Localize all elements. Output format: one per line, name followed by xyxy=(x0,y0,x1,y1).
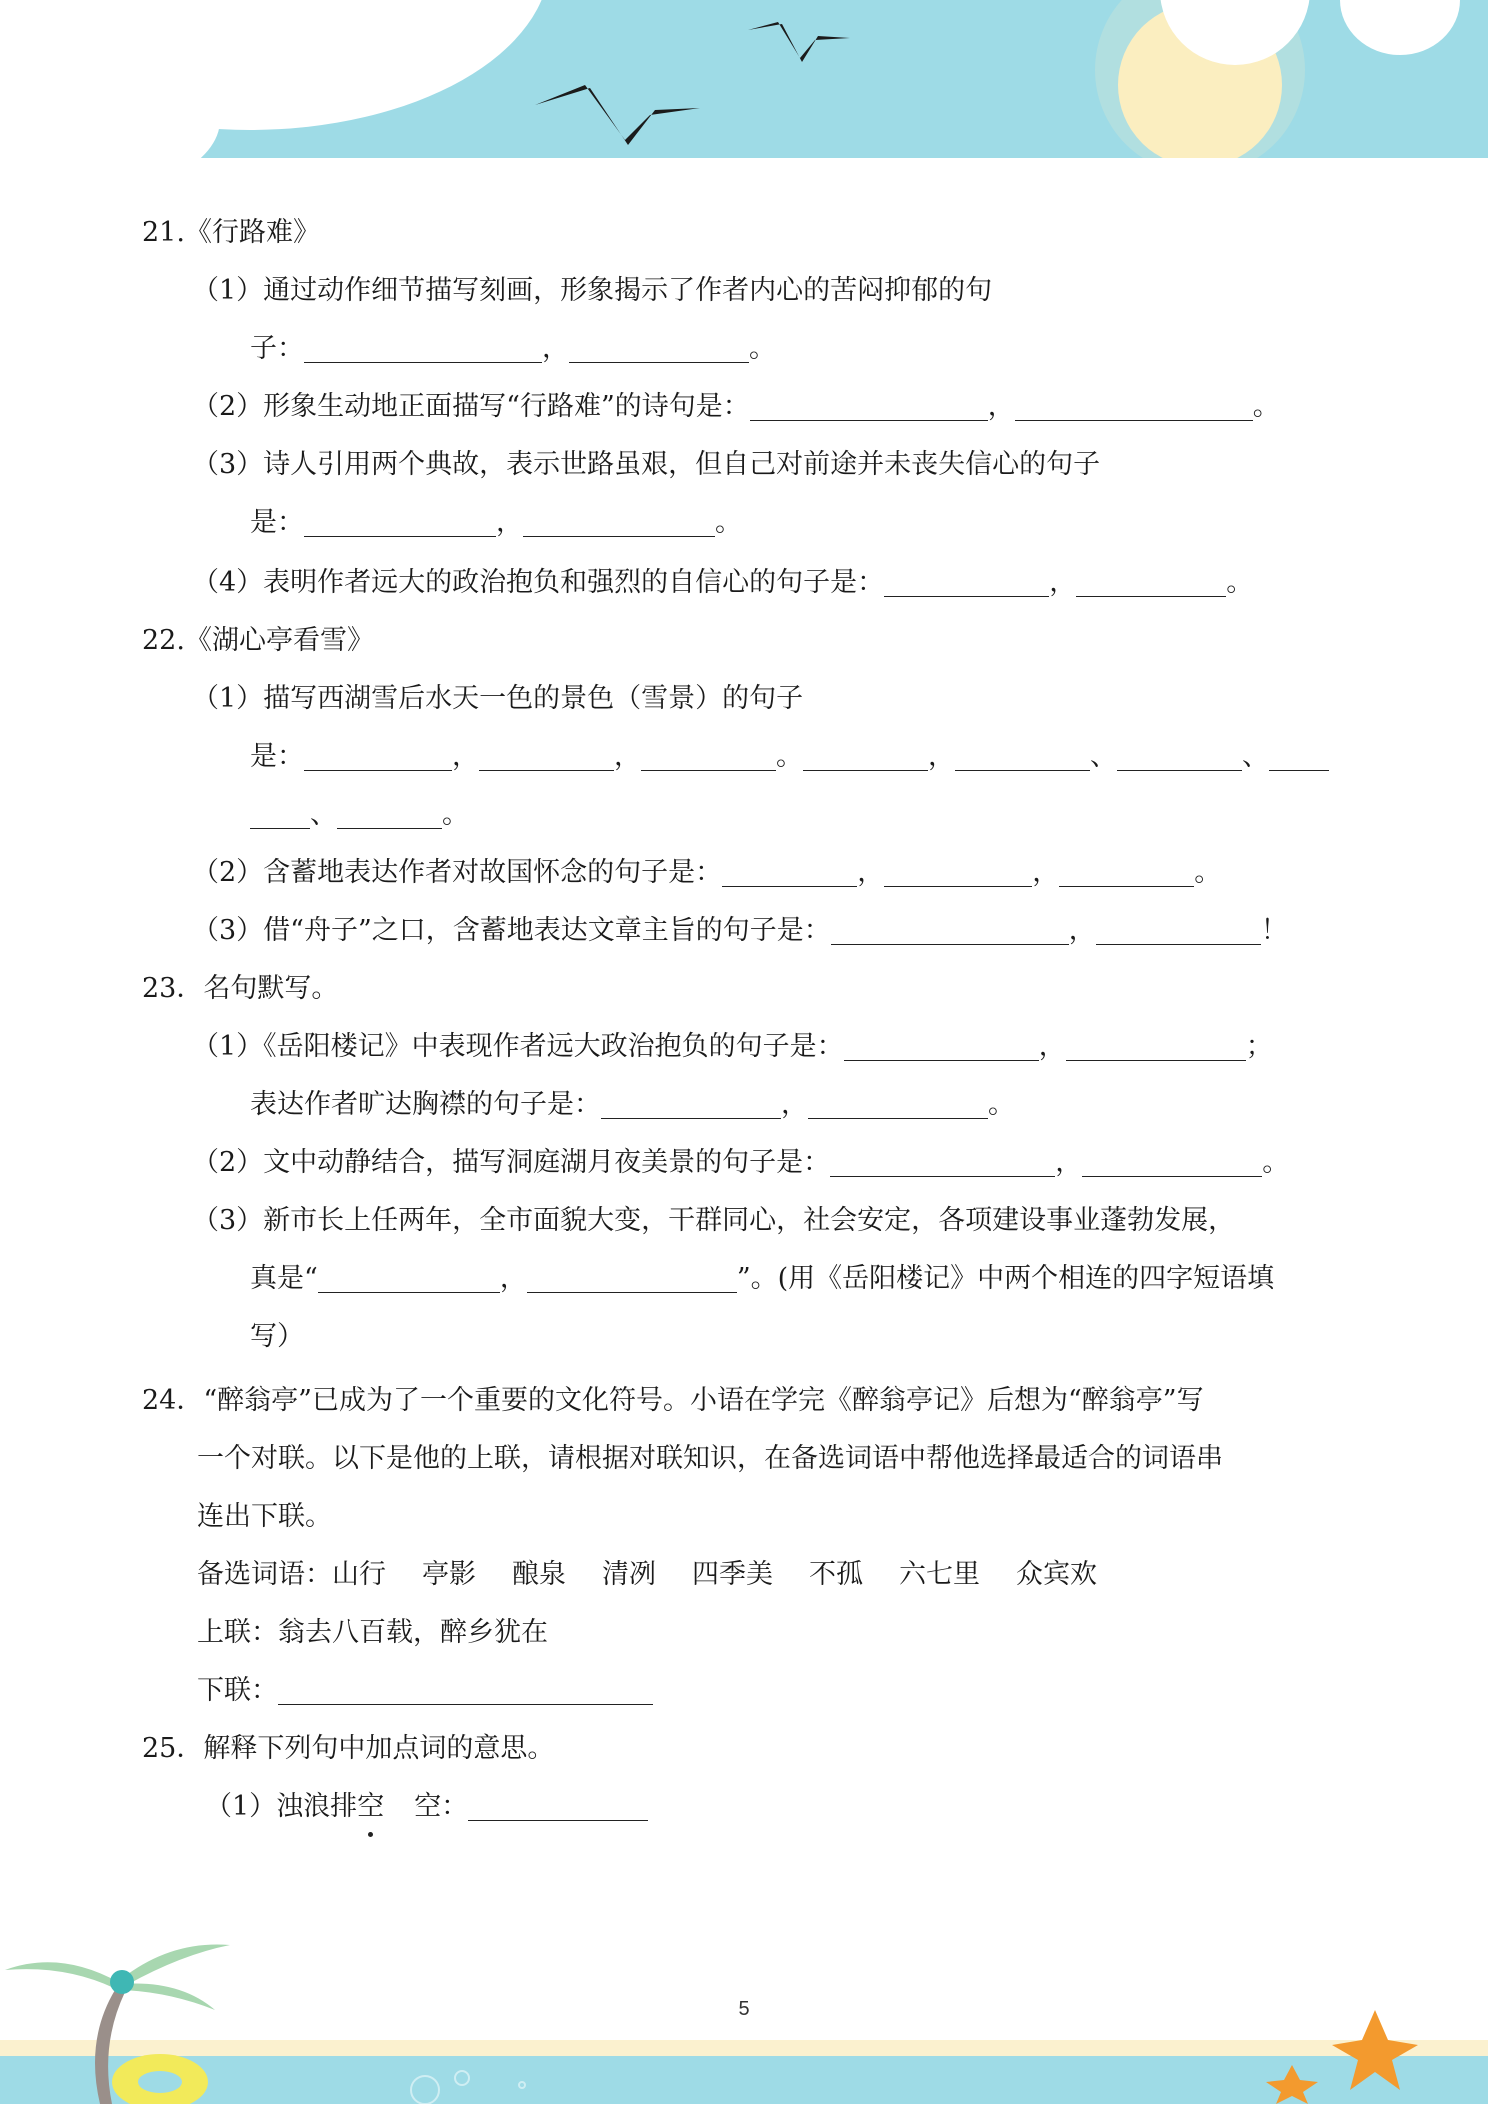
question-24-text-3: 连出下联。 xyxy=(197,1501,332,1532)
answer-blank[interactable] xyxy=(1269,740,1329,771)
answer-blank[interactable] xyxy=(1066,1030,1246,1061)
answer-blank[interactable] xyxy=(1082,1146,1262,1177)
question-23-1: （1）《岳阳楼记》中表现作者远大政治抱负的句子是： ， ； xyxy=(192,1031,1273,1062)
question-21-3-answer: 是： ， 。 xyxy=(250,507,742,538)
question-21-3-prompt: （3）诗人引用两个典故，表示世路虽艰，但自己对前途并未丧失信心的句子 xyxy=(192,449,1101,480)
answer-blank[interactable] xyxy=(304,506,496,537)
dotted-word: 空 xyxy=(357,1787,384,1827)
answer-blank[interactable] xyxy=(337,798,442,829)
answer-blank[interactable] xyxy=(884,856,1032,887)
answer-blank[interactable] xyxy=(955,740,1090,771)
question-24-options: 备选词语：山行 亭影 酿泉 清冽 四季美 不孤 六七里 众宾欢 xyxy=(197,1559,1097,1590)
question-24-text-1: 24．“醉翁亭”已成为了一个重要的文化符号。小语在学完《醉翁亭记》后想为“醉翁亭”写 xyxy=(142,1385,1204,1416)
option-word: 六七里 xyxy=(899,1559,980,1590)
question-23-3-tail: 写） xyxy=(250,1321,304,1352)
question-22-1-answer: 是： ， ， 。 ， 、 、 xyxy=(250,737,1329,777)
question-21-1-answer: 子： ， 。 xyxy=(250,333,776,364)
question-23-1-cont: 表达作者旷达胸襟的句子是： ， 。 xyxy=(250,1089,1015,1120)
question-21-4: （4）表明作者远大的政治抱负和强烈的自信心的句子是： ， 。 xyxy=(192,567,1254,598)
question-23-3: （3）新市长上任两年，全市面貌大变，干群同心，社会安定，各项建设事业蓬勃发展， xyxy=(192,1205,1236,1236)
answer-blank[interactable] xyxy=(250,798,310,829)
answer-blank[interactable] xyxy=(1059,856,1194,887)
option-word: 众宾欢 xyxy=(1016,1559,1097,1590)
answer-blank[interactable] xyxy=(479,740,614,771)
answer-blank[interactable] xyxy=(750,390,988,421)
answer-blank[interactable] xyxy=(569,332,749,363)
page-number: 5 xyxy=(738,1998,750,2020)
question-23-3-cont: 真是“ ， ”。(用《岳阳楼记》中两个相连的四字短语填 xyxy=(250,1263,1275,1294)
answer-blank[interactable] xyxy=(1117,740,1242,771)
option-word: 清冽 xyxy=(602,1559,656,1590)
answer-blank[interactable] xyxy=(523,506,715,537)
answer-blank[interactable] xyxy=(803,740,928,771)
question-21-2: （2）形象生动地正面描写“行路难”的诗句是： ， 。 xyxy=(192,391,1280,422)
answer-blank[interactable] xyxy=(722,856,857,887)
question-24-upper-couplet: 上联：翁去八百载，醉乡犹在 xyxy=(197,1617,548,1648)
answer-blank[interactable] xyxy=(304,740,452,771)
question-22-1-answer-cont: 、 。 xyxy=(250,795,469,835)
answer-blank[interactable] xyxy=(844,1030,1039,1061)
question-21-1-prompt: （1）通过动作细节描写刻画，形象揭示了作者内心的苦闷抑郁的句 xyxy=(192,275,993,306)
answer-blank[interactable] xyxy=(304,332,542,363)
answer-blank[interactable] xyxy=(527,1262,737,1293)
answer-blank[interactable] xyxy=(318,1262,500,1293)
question-22-2: （2）含蓄地表达作者对故国怀念的句子是： ， ， 。 xyxy=(192,857,1222,888)
answer-blank[interactable] xyxy=(1076,566,1226,597)
question-23-2: （2）文中动静结合，描写洞庭湖月夜美景的句子是： ， 。 xyxy=(192,1147,1290,1178)
answer-blank[interactable] xyxy=(641,740,776,771)
question-24-text-2: 一个对联。以下是他的上联，请根据对联知识，在备选词语中帮他选择最适合的词语串 xyxy=(197,1443,1223,1474)
answer-blank[interactable] xyxy=(808,1088,988,1119)
option-word: 酿泉 xyxy=(512,1559,566,1590)
question-22-title: 22.《湖心亭看雪》 xyxy=(142,625,374,656)
option-word: 四季美 xyxy=(692,1559,773,1590)
question-22-3: （3）借“舟子”之口，含蓄地表达文章主旨的句子是： ， ！ xyxy=(192,915,1288,946)
question-24-lower-couplet: 下联： xyxy=(197,1671,653,1711)
question-25-1: （1）浊浪排空 空： xyxy=(205,1787,648,1827)
question-22-1-prompt: （1）描写西湖雪后水天一色的景色（雪景）的句子 xyxy=(192,683,804,714)
answer-blank[interactable] xyxy=(1015,390,1253,421)
question-21-title: 21.《行路难》 xyxy=(142,217,320,248)
answer-blank[interactable] xyxy=(278,1674,653,1705)
question-25-title: 25．解释下列句中加点词的意思。 xyxy=(142,1733,555,1764)
answer-blank[interactable] xyxy=(830,1146,1055,1177)
answer-blank[interactable] xyxy=(1096,914,1261,945)
question-23-title: 23．名句默写。 xyxy=(142,973,339,1004)
answer-blank[interactable] xyxy=(601,1088,781,1119)
option-word: 山行 xyxy=(332,1559,386,1590)
option-word: 不孤 xyxy=(809,1559,863,1590)
answer-blank[interactable] xyxy=(884,566,1049,597)
answer-blank[interactable] xyxy=(468,1790,648,1821)
answer-blank[interactable] xyxy=(831,914,1069,945)
option-word: 亭影 xyxy=(422,1559,476,1590)
